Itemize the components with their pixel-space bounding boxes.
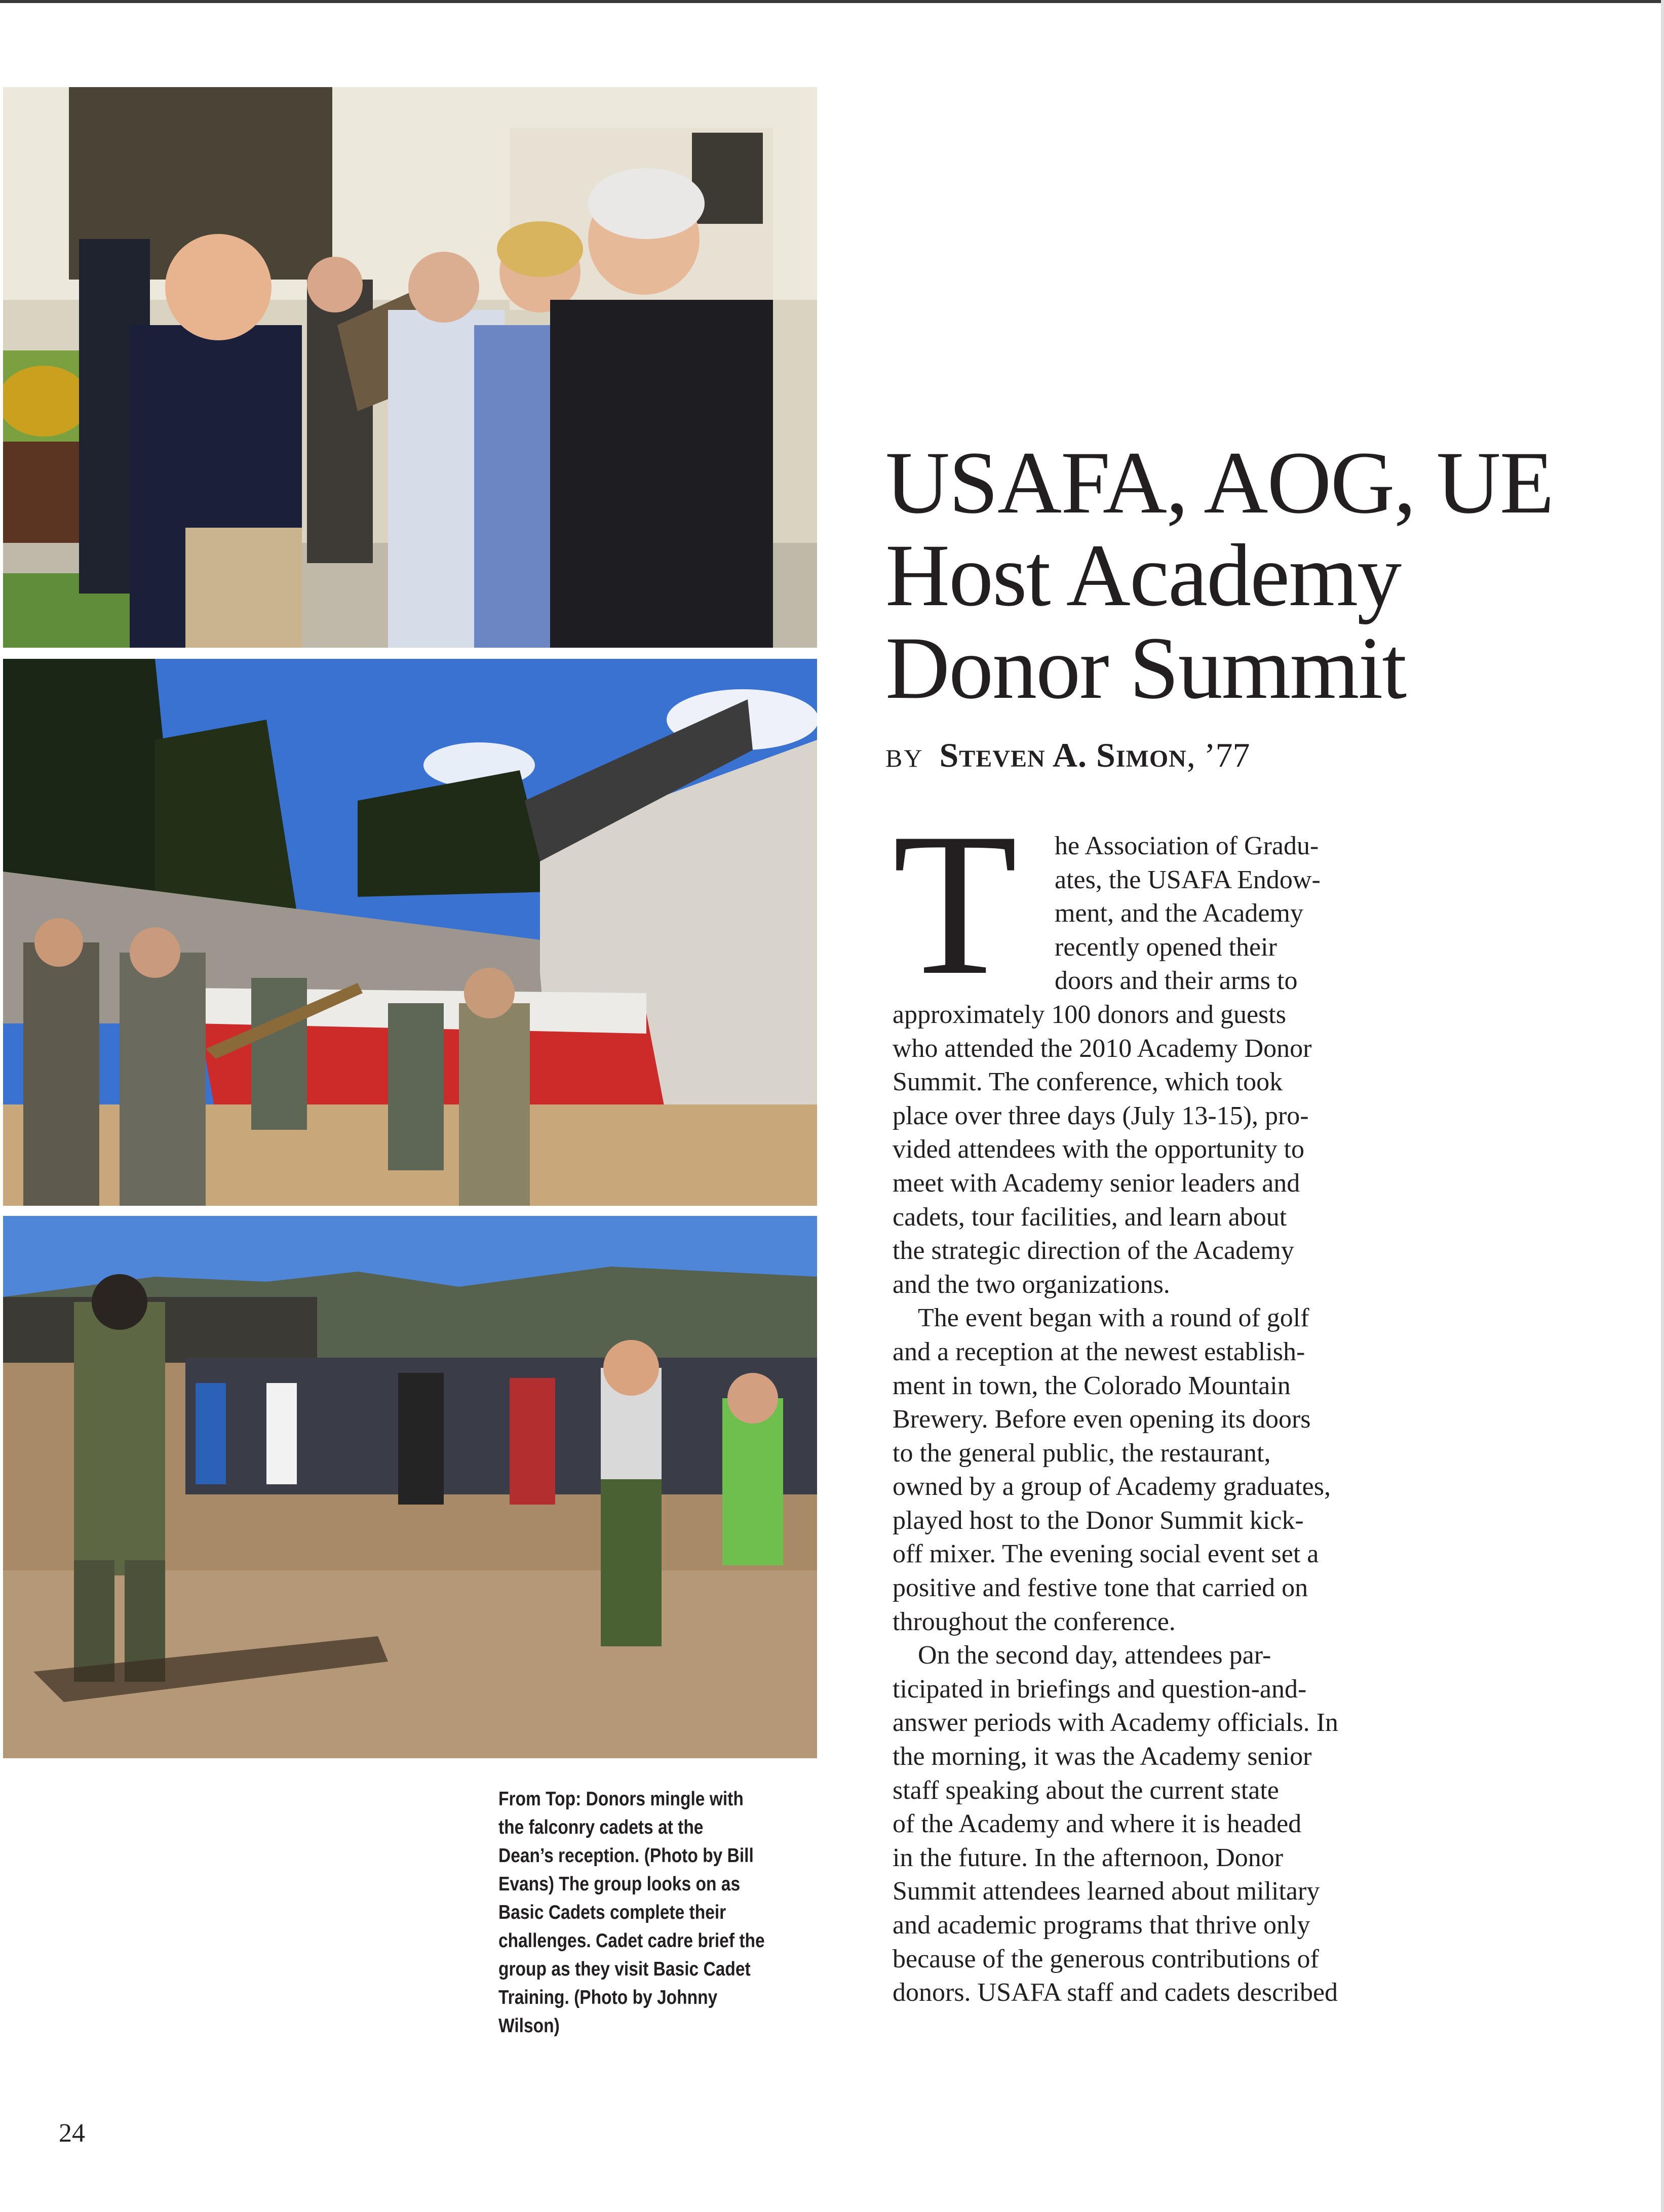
body-line: who attended the 2010 Academy Donor xyxy=(893,1034,1312,1063)
body-line: ticipated in briefings and question-and- xyxy=(893,1674,1307,1704)
body-line: ment in town, the Colorado Mountain xyxy=(893,1371,1291,1400)
top-edge-rule xyxy=(0,0,1664,3)
body-line: played host to the Donor Summit kick- xyxy=(893,1506,1304,1535)
body-line: Summit. The conference, which took xyxy=(893,1068,1283,1097)
body-line: answer periods with Academy officials. In xyxy=(893,1708,1338,1737)
body-line: ment, and the Academy xyxy=(1055,899,1303,928)
caption-line: challenges. Cadet cadre brief the xyxy=(498,1930,765,1952)
body-line: in the future. In the afternoon, Donor xyxy=(893,1843,1284,1872)
byline-prefix: BY xyxy=(885,744,924,772)
body-line: he Association of Gradu- xyxy=(1055,832,1319,860)
body-line: the morning, it was the Academy senior xyxy=(893,1742,1312,1771)
body-line: positive and festive tone that carried on xyxy=(893,1573,1308,1603)
headline-line: USAFA, AOG, UE xyxy=(885,433,1554,532)
basic-cadet-training-photo xyxy=(3,1216,817,1758)
body-line: owned by a group of Academy graduates, xyxy=(893,1472,1331,1502)
basic-cadet-challenge-photo xyxy=(3,659,817,1206)
caption-line: Training. (Photo by Johnny Wilson) xyxy=(498,1987,718,2037)
caption-line: From Top: Donors mingle with xyxy=(498,1788,744,1810)
body-line: off mixer. The evening social event set a xyxy=(893,1539,1319,1569)
body-line: the strategic direction of the Academy xyxy=(893,1236,1294,1266)
headline-line: Donor Summit xyxy=(885,619,1406,718)
caption-line: Basic Cadets complete their xyxy=(498,1902,726,1923)
article-byline xyxy=(885,735,1250,775)
body-line: Brewery. Before even opening its doors xyxy=(893,1405,1311,1434)
body-line: vided attendees with the opportunity to xyxy=(893,1135,1305,1164)
body-line: recently opened their xyxy=(1055,932,1277,962)
article-headline xyxy=(885,433,1595,718)
falconry-reception-photo xyxy=(3,87,817,648)
body-line: and academic programs that thrive only xyxy=(893,1911,1310,1940)
body-line: and the two organizations. xyxy=(893,1270,1170,1299)
right-edge-rule xyxy=(1661,0,1664,2212)
body-line: donors. USAFA staff and cadets described xyxy=(893,1978,1338,2007)
body-line: and a reception at the newest establish- xyxy=(893,1337,1305,1366)
body-line: doors and their arms to xyxy=(1055,966,1298,996)
photo-caption xyxy=(498,1785,777,2040)
body-line: Summit attendees learned about military xyxy=(893,1877,1320,1906)
body-line: On the second day, attendees par- xyxy=(918,1641,1271,1670)
body-line: of the Academy and where it is headed xyxy=(893,1809,1302,1839)
headline-line: Host Academy xyxy=(885,526,1401,625)
byline-author: Steven A. Simon xyxy=(939,736,1187,774)
caption-line: the falconry cadets at the xyxy=(498,1816,704,1838)
caption-line: Dean’s reception. (Photo by Bill xyxy=(498,1845,754,1867)
body-line: because of the generous contributions of xyxy=(893,1944,1319,1973)
body-line: staff speaking about the current state xyxy=(893,1775,1279,1805)
body-line: throughout the conference. xyxy=(893,1607,1176,1636)
body-line: place over three days (July 13-15), pro- xyxy=(893,1101,1309,1130)
body-line: to the general public, the restaurant, xyxy=(893,1438,1271,1468)
body-line: ates, the USAFA Endow- xyxy=(1055,865,1321,894)
body-line: cadets, tour facilities, and learn about xyxy=(893,1202,1287,1232)
body-line: The event began with a round of golf xyxy=(918,1304,1309,1333)
body-line: approximately 100 donors and guests xyxy=(893,1000,1286,1029)
caption-line: Evans) The group looks on as xyxy=(498,1873,741,1895)
body-line: meet with Academy senior leaders and xyxy=(893,1168,1300,1198)
article-body xyxy=(893,830,1348,2010)
drop-cap: T xyxy=(893,791,1018,1017)
page-number: 24 xyxy=(59,2119,85,2148)
caption-line: group as they visit Basic Cadet xyxy=(498,1958,751,1980)
byline-class-year: , ’77 xyxy=(1186,736,1250,774)
